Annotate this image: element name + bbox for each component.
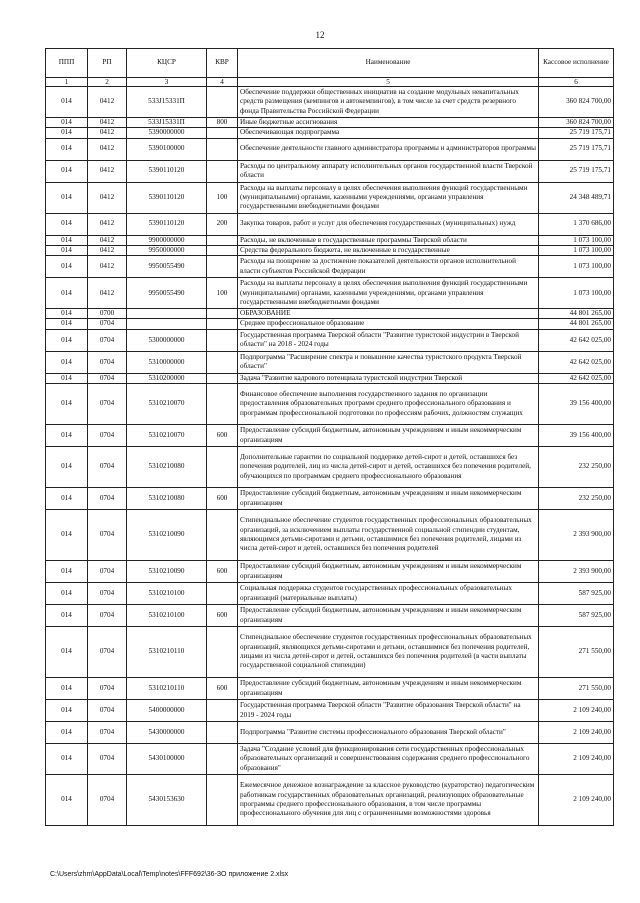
kcsr-cell: 9950055490	[127, 278, 207, 309]
ppp-cell: 014	[46, 256, 88, 278]
table-row	[46, 213, 614, 235]
ppp-cell: 014	[46, 128, 88, 138]
amount-cell: 2 109 240,00	[539, 775, 614, 826]
name-cell: Расходы, не включенные в государственные программы Тверской области	[238, 235, 539, 245]
kvr-cell	[207, 583, 238, 605]
rp-cell: 0704	[88, 561, 127, 583]
table-row	[46, 700, 614, 722]
table-row	[46, 447, 614, 488]
rp-cell: 0412	[88, 138, 127, 160]
kcsr-cell: 5310210090	[127, 510, 207, 561]
ppp-cell: 014	[46, 87, 88, 118]
index-cell: 3	[127, 78, 207, 87]
kcsr-cell: 5390110120	[127, 160, 207, 182]
kvr-cell	[207, 309, 238, 319]
name-cell: Предоставление субсидий бюджетным, автономным учреждениям и иным некоммерческим организациям	[238, 561, 539, 583]
table-header-row	[46, 49, 614, 78]
amount-cell: 25 719 175,71	[539, 138, 614, 160]
amount-cell: 25 719 175,71	[539, 160, 614, 182]
rp-cell: 0412	[88, 160, 127, 182]
kvr-cell: 200	[207, 213, 238, 235]
rp-cell: 0704	[88, 583, 127, 605]
kvr-cell: 800	[207, 118, 238, 128]
table-row	[46, 245, 614, 255]
name-cell: Ежемесячное денежное вознаграждение за классное руководство (кураторство) педагогическим работникам государственных образовательных организаций, реализующих образовательные программы среднего профессионального образования, в том числе программы профессионального обучения для лиц с ограниченными возможностями здоровья	[238, 775, 539, 826]
ppp-cell: 014	[46, 182, 88, 213]
header-kvr: КВР	[207, 49, 238, 78]
kcsr-cell: 9950000000	[127, 245, 207, 255]
kvr-cell	[207, 87, 238, 118]
kcsr-cell: 5310210100	[127, 583, 207, 605]
kvr-cell: 600	[207, 678, 238, 700]
kvr-cell	[207, 319, 238, 329]
ppp-cell: 014	[46, 278, 88, 309]
name-cell: Предоставление субсидий бюджетным, автономным учреждениям и иным некоммерческим организациям	[238, 605, 539, 627]
rp-cell: 0704	[88, 627, 127, 678]
ppp-cell: 014	[46, 329, 88, 351]
kcsr-cell: 9900000000	[127, 235, 207, 245]
ppp-cell: 014	[46, 138, 88, 160]
name-cell: Средства федерального бюджета, не включенные в государственные	[238, 245, 539, 255]
amount-cell: 1 073 100,00	[539, 278, 614, 309]
name-cell: Предоставление субсидий бюджетным, автономным учреждениям и иным некоммерческим организациям	[238, 678, 539, 700]
amount-cell: 1 073 100,00	[539, 256, 614, 278]
table-row	[46, 627, 614, 678]
amount-cell: 42 642 025,00	[539, 351, 614, 373]
rp-cell: 0704	[88, 384, 127, 425]
page-number: 12	[315, 30, 325, 40]
amount-cell: 587 925,00	[539, 605, 614, 627]
table-row	[46, 561, 614, 583]
kcsr-cell: 5310210070	[127, 425, 207, 447]
ppp-cell: 014	[46, 160, 88, 182]
amount-cell: 24 348 489,71	[539, 182, 614, 213]
kvr-cell	[207, 128, 238, 138]
amount-cell: 587 925,00	[539, 583, 614, 605]
ppp-cell: 014	[46, 309, 88, 319]
table-row	[46, 256, 614, 278]
amount-cell: 271 550,00	[539, 627, 614, 678]
amount-cell: 2 393 900,00	[539, 510, 614, 561]
kcsr-cell: 5390000000	[127, 128, 207, 138]
kvr-cell: 600	[207, 488, 238, 510]
header-ppp: ППП	[46, 49, 88, 78]
ppp-cell: 014	[46, 561, 88, 583]
table-row	[46, 118, 614, 128]
kvr-cell	[207, 256, 238, 278]
kcsr-cell: 5430153630	[127, 775, 207, 826]
table-row	[46, 235, 614, 245]
kvr-cell	[207, 722, 238, 744]
table-row	[46, 309, 614, 319]
kvr-cell: 600	[207, 425, 238, 447]
header-kcsr: КЦСР	[127, 49, 207, 78]
kvr-cell	[207, 384, 238, 425]
rp-cell: 0412	[88, 213, 127, 235]
rp-cell: 0704	[88, 744, 127, 775]
kvr-cell	[207, 510, 238, 561]
kvr-cell	[207, 700, 238, 722]
table-row	[46, 128, 614, 138]
index-cell: 4	[207, 78, 238, 87]
amount-cell: 25 719 175,71	[539, 128, 614, 138]
ppp-cell: 014	[46, 722, 88, 744]
rp-cell: 0704	[88, 425, 127, 447]
amount-cell: 2 393 900,00	[539, 561, 614, 583]
table-body	[46, 87, 614, 826]
ppp-cell: 014	[46, 351, 88, 373]
kvr-cell	[207, 245, 238, 255]
rp-cell: 0704	[88, 373, 127, 383]
ppp-cell: 014	[46, 384, 88, 425]
name-cell: Государственная программа Тверской области "Развитие туристской индустрии в Тверской области" на 2018 - 2024 годы	[238, 329, 539, 351]
ppp-cell: 014	[46, 700, 88, 722]
kcsr-cell: 5400000000	[127, 700, 207, 722]
ppp-cell: 014	[46, 744, 88, 775]
name-cell: Обеспечение поддержки общественных инициатив на создание модульных некапитальных средств размещения (кемпингов и автокемпингов), в том числе за счет средств резервного фонда Правительства Российской Федерации	[238, 87, 539, 118]
kcsr-cell: 5310210110	[127, 678, 207, 700]
table-row	[46, 488, 614, 510]
kvr-cell	[207, 447, 238, 488]
rp-cell: 0704	[88, 351, 127, 373]
kcsr-cell: 5390100000	[127, 138, 207, 160]
name-cell: ОБРАЗОВАНИЕ	[238, 309, 539, 319]
table-row	[46, 510, 614, 561]
table-row	[46, 583, 614, 605]
name-cell: Предоставление субсидий бюджетным, автономным учреждениям и иным некоммерческим организациям	[238, 488, 539, 510]
kcsr-cell	[127, 319, 207, 329]
rp-cell: 0412	[88, 128, 127, 138]
ppp-cell: 014	[46, 373, 88, 383]
table-row	[46, 319, 614, 329]
header-name: Наименование	[238, 49, 539, 78]
rp-cell: 0700	[88, 309, 127, 319]
rp-cell: 0704	[88, 510, 127, 561]
ppp-cell: 014	[46, 605, 88, 627]
kvr-cell	[207, 138, 238, 160]
kcsr-cell: 5310200000	[127, 373, 207, 383]
header-rp: РП	[88, 49, 127, 78]
rp-cell: 0704	[88, 329, 127, 351]
kcsr-cell: 9950055490	[127, 256, 207, 278]
kcsr-cell: 5430100000	[127, 744, 207, 775]
name-cell: Расходы на выплаты персоналу в целях обеспечения выполнения функций государственными (муниципальными) органами, казенными учреждениями, органами управления государственными внебюджетными фондами	[238, 182, 539, 213]
rp-cell: 0412	[88, 245, 127, 255]
kcsr-cell: 5310000000	[127, 351, 207, 373]
name-cell: Подпрограмма "Расширение спектра и повышение качества туристского продукта Тверской области"	[238, 351, 539, 373]
table-row	[46, 160, 614, 182]
amount-cell: 42 642 025,00	[539, 329, 614, 351]
name-cell: Расходы по центральному аппарату исполнительных органов государственной власти Тверской области	[238, 160, 539, 182]
table-row	[46, 329, 614, 351]
ppp-cell: 014	[46, 235, 88, 245]
kvr-cell	[207, 775, 238, 826]
table-row	[46, 744, 614, 775]
name-cell: Дополнительные гарантии по социальной поддержке детей-сирот и детей, оставшихся без попечения родителей, лиц из числа детей-сирот и детей, оставшихся без попечения родителей, обучающихся по программам среднего профессионального образования	[238, 447, 539, 488]
ppp-cell: 014	[46, 425, 88, 447]
amount-cell: 1 370 686,00	[539, 213, 614, 235]
name-cell: Расходы на поощрение за достижение показателей деятельности органов исполнительной власти субъектов Российской Федерации	[238, 256, 539, 278]
kcsr-cell: 5310210110	[127, 627, 207, 678]
kcsr-cell: 533J15331П	[127, 118, 207, 128]
kcsr-cell: 5430000000	[127, 722, 207, 744]
kvr-cell: 100	[207, 182, 238, 213]
amount-cell: 1 073 100,00	[539, 245, 614, 255]
table-row	[46, 678, 614, 700]
kvr-cell	[207, 235, 238, 245]
rp-cell: 0412	[88, 256, 127, 278]
amount-cell: 232 250,00	[539, 488, 614, 510]
table-row	[46, 722, 614, 744]
name-cell: Государственная программа Тверской области "Развитие образования Тверской области" на 2019 - 2024 годы	[238, 700, 539, 722]
column-index-row	[46, 78, 614, 87]
rp-cell: 0412	[88, 278, 127, 309]
name-cell: Расходы на выплаты персоналу в целях обеспечения выполнения функций государственными (муниципальными) органами, казенными учреждениями, органами управления государственными внебюджетными фондами	[238, 278, 539, 309]
ppp-cell: 014	[46, 775, 88, 826]
name-cell: Обеспечение деятельности главного администратора программы и администраторов программы	[238, 138, 539, 160]
kvr-cell: 600	[207, 561, 238, 583]
amount-cell: 232 250,00	[539, 447, 614, 488]
name-cell: Задача "Создание условий для функционирования сети государственных профессиональных образовательных организаций и совершенствования содержания среднего профессионального образования"	[238, 744, 539, 775]
kvr-cell: 100	[207, 278, 238, 309]
table-row	[46, 384, 614, 425]
rp-cell: 0412	[88, 235, 127, 245]
kvr-cell	[207, 160, 238, 182]
amount-cell: 271 550,00	[539, 678, 614, 700]
name-cell: Иные бюджетные ассигнования	[238, 118, 539, 128]
index-cell: 5	[238, 78, 539, 87]
kcsr-cell: 5310210080	[127, 447, 207, 488]
table-row	[46, 605, 614, 627]
name-cell: Стипендиальное обеспечение студентов государственных профессиональных образовательных организаций, являющихся детьми-сиротами и детьми, оставшимися без попечения родителей, лицами из числа детей-сирот и детей, оставшихся без попечения родителей (в части выплаты государственной социальной стипендии)	[238, 627, 539, 678]
name-cell: Предоставление субсидий бюджетным, автономным учреждениям и иным некоммерческим организациям	[238, 425, 539, 447]
table-row	[46, 351, 614, 373]
name-cell: Обеспечивающая подпрограмма	[238, 128, 539, 138]
amount-cell: 42 642 025,00	[539, 373, 614, 383]
amount-cell: 2 109 240,00	[539, 744, 614, 775]
kcsr-cell: 5310210100	[127, 605, 207, 627]
kcsr-cell: 5310210080	[127, 488, 207, 510]
name-cell: Задача "Развитие кадрового потенциала туристской индустрии Тверской	[238, 373, 539, 383]
amount-cell: 39 156 400,00	[539, 384, 614, 425]
kvr-cell	[207, 351, 238, 373]
ppp-cell: 014	[46, 678, 88, 700]
name-cell: Стипендиальное обеспечение студентов государственных профессиональных образовательных организаций, за исключением выплаты государственной социальной стипендии студентам, являющимся детьми-сиротами и детьми, оставшимися без попечения родителей, лицами из числа детей-сирот и детей, оставшихся без попечения родителей	[238, 510, 539, 561]
file-path-footer: C:\Users\zhm\AppData\Local\Temp\notes\FFF692\36-ЗО приложение 2.xlsx	[50, 871, 289, 878]
rp-cell: 0412	[88, 182, 127, 213]
index-cell: 1	[46, 78, 88, 87]
name-cell: Подпрограмма "Развитие системы профессионального образования Тверской области"	[238, 722, 539, 744]
ppp-cell: 014	[46, 447, 88, 488]
amount-cell: 360 824 700,00	[539, 118, 614, 128]
amount-cell: 44 801 265,00	[539, 319, 614, 329]
table-row	[46, 373, 614, 383]
kvr-cell	[207, 329, 238, 351]
kcsr-cell: 533J15331П	[127, 87, 207, 118]
table-row	[46, 138, 614, 160]
name-cell: Финансовое обеспечение выполнения государственного задания по организации предоставления образовательных программ среднего профессионального образования и программам профессиональной подготовки по профессиям рабочих, должностям служащих	[238, 384, 539, 425]
header-amount: Кассовое исполнение	[539, 49, 614, 78]
ppp-cell: 014	[46, 583, 88, 605]
rp-cell: 0412	[88, 87, 127, 118]
table-row	[46, 87, 614, 118]
amount-cell: 44 801 265,00	[539, 309, 614, 319]
name-cell: Среднее профессиональное образование	[238, 319, 539, 329]
amount-cell: 1 073 100,00	[539, 235, 614, 245]
ppp-cell: 014	[46, 627, 88, 678]
kcsr-cell: 5390110120	[127, 213, 207, 235]
rp-cell: 0704	[88, 678, 127, 700]
kcsr-cell: 5310210090	[127, 561, 207, 583]
table-row	[46, 278, 614, 309]
ppp-cell: 014	[46, 213, 88, 235]
rp-cell: 0412	[88, 118, 127, 128]
amount-cell: 2 109 240,00	[539, 722, 614, 744]
index-cell: 6	[539, 78, 614, 87]
rp-cell: 0704	[88, 447, 127, 488]
ppp-cell: 014	[46, 510, 88, 561]
rp-cell: 0704	[88, 722, 127, 744]
kcsr-cell: 5390110120	[127, 182, 207, 213]
kvr-cell	[207, 744, 238, 775]
table-row	[46, 182, 614, 213]
rp-cell: 0704	[88, 700, 127, 722]
kvr-cell	[207, 373, 238, 383]
ppp-cell: 014	[46, 118, 88, 128]
table-row	[46, 425, 614, 447]
name-cell: Закупка товаров, работ и услуг для обеспечения государственных (муниципальных) нужд	[238, 213, 539, 235]
amount-cell: 39 156 400,00	[539, 425, 614, 447]
kcsr-cell: 5300000000	[127, 329, 207, 351]
kvr-cell	[207, 627, 238, 678]
ppp-cell: 014	[46, 488, 88, 510]
amount-cell: 2 109 240,00	[539, 700, 614, 722]
rp-cell: 0704	[88, 319, 127, 329]
ppp-cell: 014	[46, 245, 88, 255]
kcsr-cell: 5310210070	[127, 384, 207, 425]
budget-table	[45, 48, 614, 826]
index-cell: 2	[88, 78, 127, 87]
kvr-cell: 600	[207, 605, 238, 627]
kcsr-cell	[127, 309, 207, 319]
rp-cell: 0704	[88, 488, 127, 510]
table-row	[46, 775, 614, 826]
ppp-cell: 014	[46, 319, 88, 329]
amount-cell: 360 824 700,00	[539, 87, 614, 118]
rp-cell: 0704	[88, 605, 127, 627]
name-cell: Социальная поддержка студентов государственных профессиональных образовательных организаций (материальные выплаты)	[238, 583, 539, 605]
rp-cell: 0704	[88, 775, 127, 826]
